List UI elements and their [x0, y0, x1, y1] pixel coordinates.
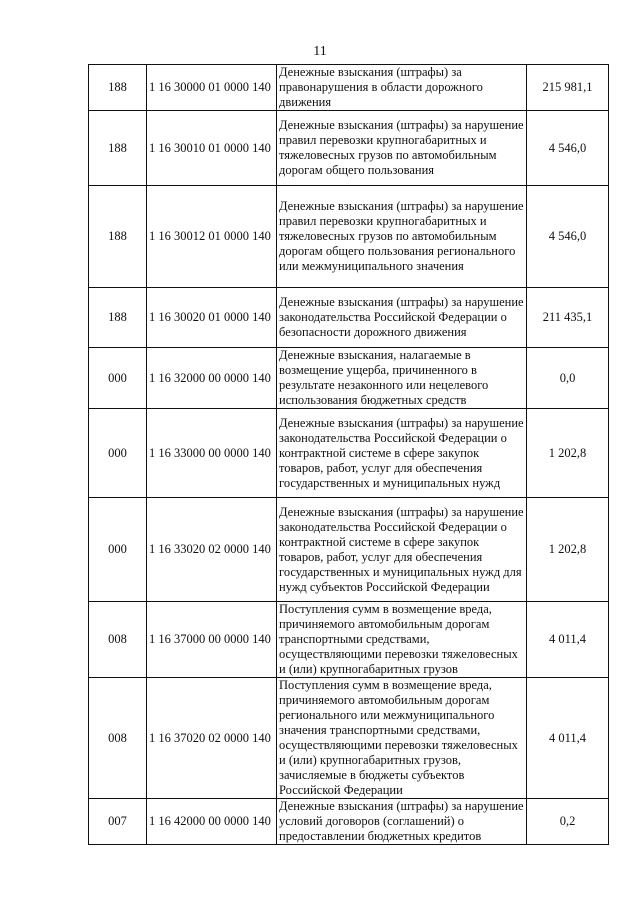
amount-cell: 1 202,8 — [527, 498, 609, 602]
table-row — [89, 186, 609, 288]
admin-code-cell: 000 — [89, 409, 147, 498]
budget-code-cell: 1 16 30000 01 0000 140 — [147, 65, 277, 111]
table-row — [89, 288, 609, 348]
amount-cell: 0,2 — [527, 799, 609, 845]
page-number: 11 — [313, 44, 327, 59]
budget-code-cell: 1 16 32000 00 0000 140 — [147, 348, 277, 409]
table-row — [89, 799, 609, 845]
budget-code-cell: 1 16 30010 01 0000 140 — [147, 111, 277, 186]
admin-code-cell: 188 — [89, 65, 147, 111]
table-row — [89, 65, 609, 111]
revenue-name-cell: Денежные взыскания (штрафы) за нарушение законодательства Российской Федерации о безопасности дорожного движения — [277, 288, 527, 348]
revenue-name-cell: Денежные взыскания (штрафы) за нарушение правил перевозки крупногабаритных и тяжеловесных грузов по автомобильным дорогам общего пользования регионального или межмуниципального значения — [277, 186, 527, 288]
amount-cell: 4 011,4 — [527, 602, 609, 678]
table-row — [89, 409, 609, 498]
amount-cell: 215 981,1 — [527, 65, 609, 111]
admin-code-cell: 008 — [89, 602, 147, 678]
revenue-name-cell: Денежные взыскания (штрафы) за нарушение условий договоров (соглашений) о предоставлении бюджетных кредитов — [277, 799, 527, 845]
admin-code-cell: 000 — [89, 348, 147, 409]
budget-code-cell: 1 16 37020 02 0000 140 — [147, 678, 277, 799]
revenue-name-cell: Поступления сумм в возмещение вреда, причиняемого автомобильным дорогам регионального или межмуниципального значения транспортными средствами, осуществляющими перевозки тяжеловесных и (или) крупногабаритных грузов, зачисляемые в бюджеты субъектов Российской Федерации — [277, 678, 527, 799]
amount-cell: 4 546,0 — [527, 111, 609, 186]
budget-code-cell: 1 16 33020 02 0000 140 — [147, 498, 277, 602]
admin-code-cell: 188 — [89, 288, 147, 348]
admin-code-cell: 007 — [89, 799, 147, 845]
table-row — [89, 602, 609, 678]
admin-code-cell: 008 — [89, 678, 147, 799]
revenue-name-cell: Поступления сумм в возмещение вреда, причиняемого автомобильным дорогам транспортными средствами, осуществляющими перевозки тяжеловесных и (или) крупногабаритных грузов — [277, 602, 527, 678]
amount-cell: 1 202,8 — [527, 409, 609, 498]
revenue-name-cell: Денежные взыскания (штрафы) за нарушение законодательства Российской Федерации о контрактной системе в сфере закупок товаров, работ, услуг для обеспечения государственных и муниципальных нужд — [277, 409, 527, 498]
budget-code-cell: 1 16 42000 00 0000 140 — [147, 799, 277, 845]
amount-cell: 4 011,4 — [527, 678, 609, 799]
admin-code-cell: 188 — [89, 186, 147, 288]
revenue-name-cell: Денежные взыскания (штрафы) за нарушение правил перевозки крупногабаритных и тяжеловесных грузов по автомобильным дорогам общего пользования — [277, 111, 527, 186]
budget-revenue-table — [88, 64, 609, 845]
amount-cell: 4 546,0 — [527, 186, 609, 288]
admin-code-cell: 000 — [89, 498, 147, 602]
budget-code-cell: 1 16 37000 00 0000 140 — [147, 602, 277, 678]
revenue-name-cell: Денежные взыскания, налагаемые в возмещение ущерба, причиненного в результате незаконного или нецелевого использования бюджетных средств — [277, 348, 527, 409]
amount-cell: 0,0 — [527, 348, 609, 409]
table-row — [89, 498, 609, 602]
amount-cell: 211 435,1 — [527, 288, 609, 348]
revenue-name-cell: Денежные взыскания (штрафы) за правонарушения в области дорожного движения — [277, 65, 527, 111]
table-row — [89, 348, 609, 409]
admin-code-cell: 188 — [89, 111, 147, 186]
table-row — [89, 678, 609, 799]
table-row — [89, 111, 609, 186]
budget-code-cell: 1 16 30012 01 0000 140 — [147, 186, 277, 288]
budget-code-cell: 1 16 30020 01 0000 140 — [147, 288, 277, 348]
budget-code-cell: 1 16 33000 00 0000 140 — [147, 409, 277, 498]
revenue-name-cell: Денежные взыскания (штрафы) за нарушение законодательства Российской Федерации о контрактной системе в сфере закупок товаров, работ, услуг для обеспечения государственных и муниципальных нужд для нужд субъектов Российской Федерации — [277, 498, 527, 602]
